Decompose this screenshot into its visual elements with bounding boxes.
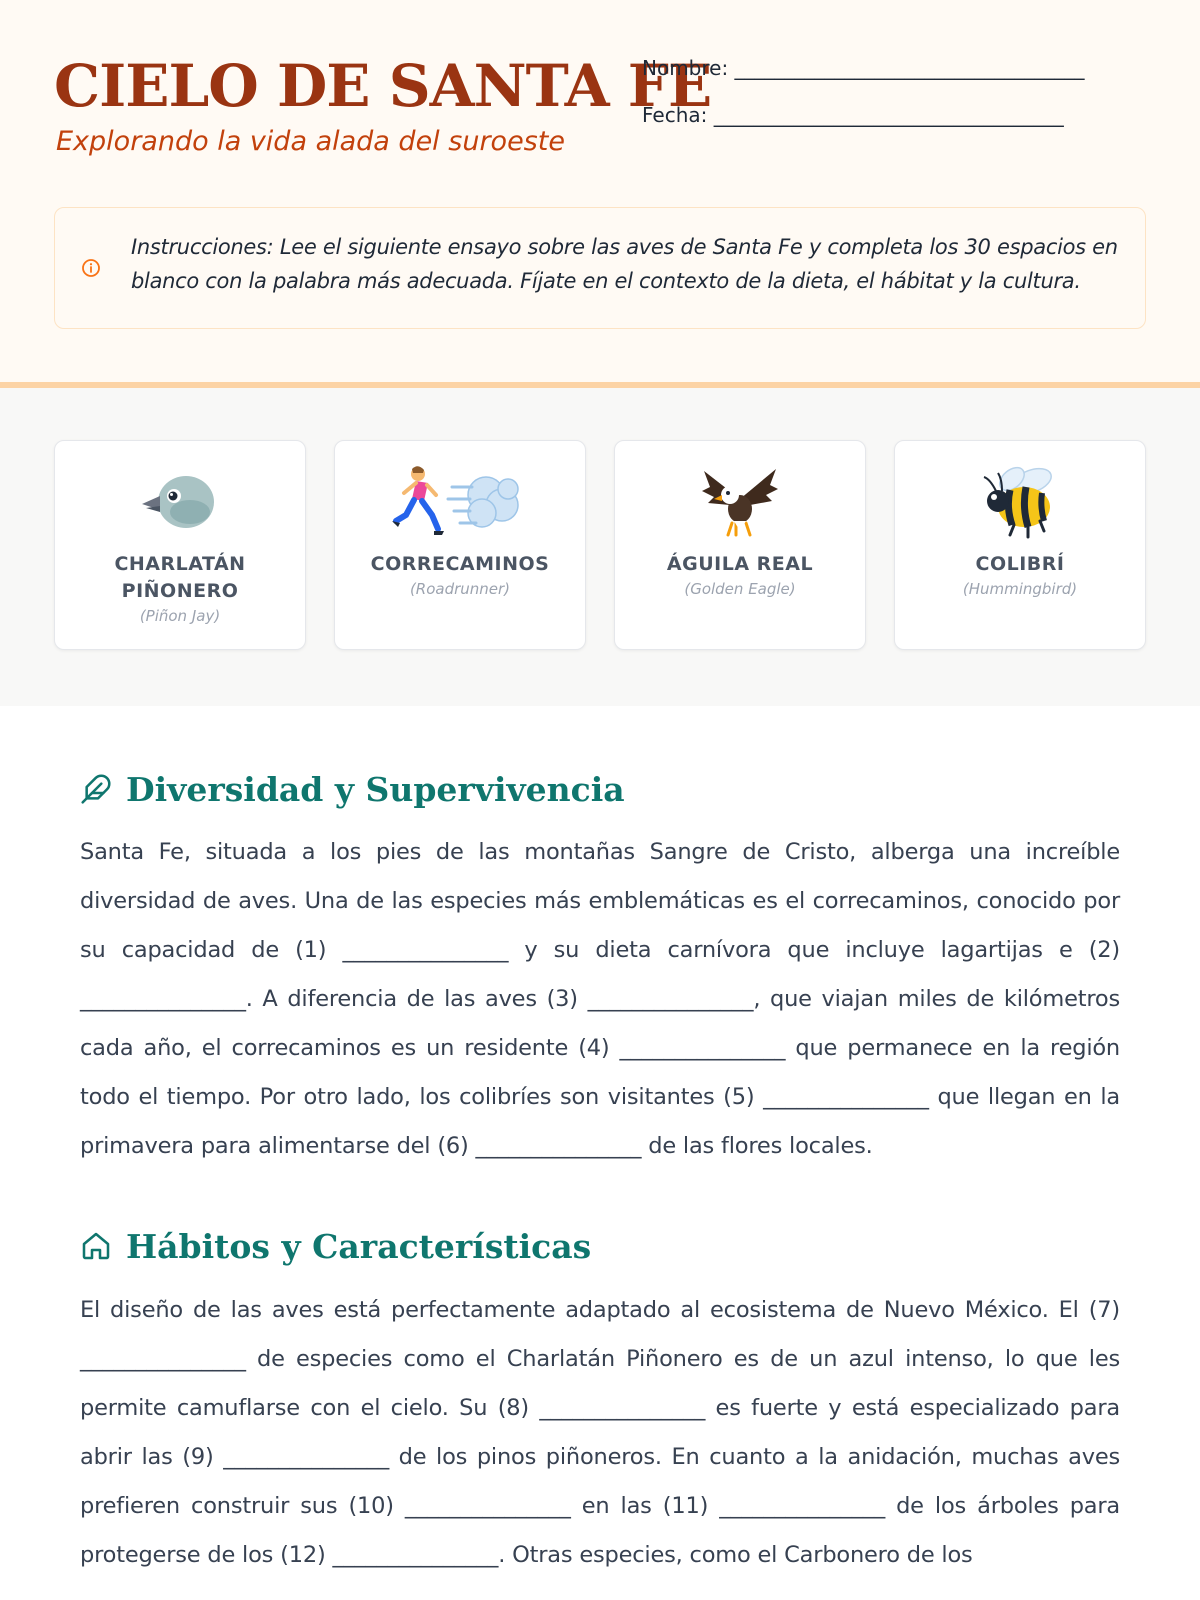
section-title-text: Hábitos y Características xyxy=(126,1226,592,1266)
runner-dash-icon xyxy=(390,465,530,537)
home-icon xyxy=(80,1230,112,1262)
bird-latin-name: (Roadrunner) xyxy=(409,580,511,598)
bird-name: CORRECAMINOS xyxy=(370,553,550,575)
worksheet-header xyxy=(0,0,1200,388)
page-title: CIELO DE SANTA FE xyxy=(54,52,712,120)
bird-head-icon xyxy=(140,466,220,536)
bird-latin-name: (Golden Eagle) xyxy=(684,580,796,598)
fecha-field[interactable]: Fecha: ___________________________________ xyxy=(642,103,1064,127)
instructions-text: Instrucciones: Lee el siguiente ensayo sobre las aves de Santa Fe y completa los 30 espacios en blanco con la palabra más adecuada. Fíjate en el contexto de la dieta, el hábitat y la cultura. xyxy=(131,235,1118,293)
nombre-field[interactable]: Nombre: ___________________________________ xyxy=(642,56,1085,80)
bird-name: CHARLATÁN PIÑONERO xyxy=(114,553,246,602)
bird-latin-name: (Hummingbird) xyxy=(962,580,1078,598)
bird-card-roadrunner xyxy=(334,440,586,650)
instructions-box xyxy=(54,207,1146,329)
section-title-text: Diversidad y Supervivencia xyxy=(126,769,625,809)
section-paragraph: Santa Fe, situada a los pies de las montañas Sangre de Cristo, alberga una increíble diversidad de aves. Una de las especies más emblemáticas es el correcaminos, conocido por su capacidad de (1) _______________ y su dieta carnívora que incluye lagartijas e (2) _______________. A diferencia de las aves (3) _______________, que viajan miles de kilómetros cada año, el correcaminos es un residente (4) _______________ que permanece en la región todo el tiempo. Por otro lado, los colibríes son visitantes (5) _______________ que llegan en la primavera para alimentarse del (6) _______________ de las flores locales. xyxy=(80,839,1120,1159)
bee-icon xyxy=(980,463,1060,539)
section-title xyxy=(80,764,625,814)
bird-latin-name: (Piñon Jay) xyxy=(139,607,221,625)
bird-card-hummingbird xyxy=(894,440,1146,650)
section-title xyxy=(80,1221,591,1271)
section-paragraph: El diseño de las aves está perfectamente adaptado al ecosistema de Nuevo México. El (7) _______________ de especies como el Charlatán Piñonero es de un azul intenso, lo que les permite camuflarse con el cielo. Su (8) _______________ es fuerte y está especializado para abrir las (9) _______________ de los pinos piñoneros. En cuanto a la anidación, muchas aves prefieren construir sus (10) _______________ en las (11) _______________ de los árboles para protegerse de los (12) _______________. Otras especies, como el Carbonero de los xyxy=(80,1297,1120,1568)
bird-cards xyxy=(0,388,1200,706)
feather-icon xyxy=(80,773,112,805)
bird-card-pinon-jay xyxy=(54,440,306,650)
bird-name: ÁGUILA REAL xyxy=(666,553,814,575)
page-subtitle: Explorando la vida alada del suroeste xyxy=(56,126,565,157)
eagle-icon xyxy=(700,465,780,537)
bird-card-golden-eagle xyxy=(614,440,866,650)
info-icon xyxy=(81,258,101,278)
bird-name: COLIBRÍ xyxy=(975,553,1065,575)
